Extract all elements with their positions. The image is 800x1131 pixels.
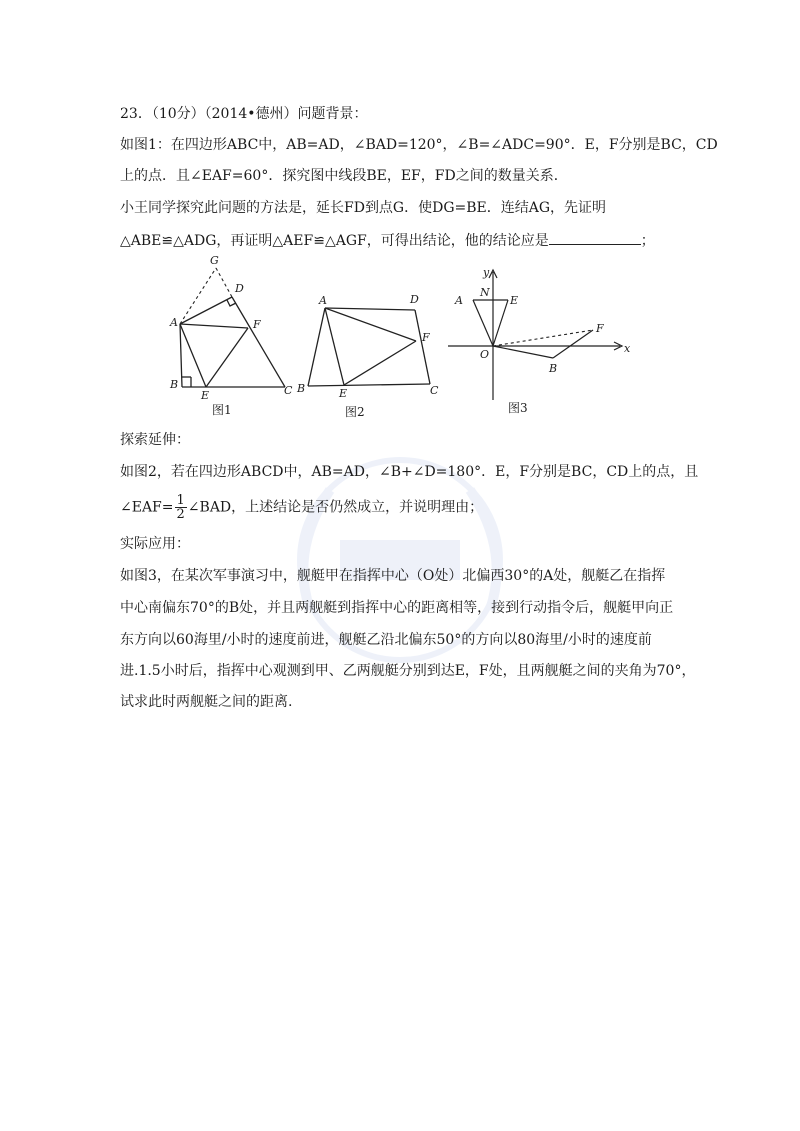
fig2-label-a: A <box>319 294 327 307</box>
fig3-label-n: N <box>480 286 490 299</box>
fig1-label-a: A <box>170 316 178 329</box>
fig1-edge-ef <box>206 328 248 387</box>
figure-2 <box>290 282 450 422</box>
fig1-dashed-gd <box>216 268 232 297</box>
fig1-dashed-ag <box>180 268 216 324</box>
fig3-label-y: y <box>483 266 490 279</box>
fig3-line-ob <box>493 346 553 358</box>
fig3-label-a: A <box>455 294 463 307</box>
fig1-edge-da <box>180 297 232 324</box>
background-line-1: 如图1：在四边形ABC中，AB=AD，∠BAD=120°，∠B=∠ADC=90°．E，F分别是BC，CD <box>120 137 718 153</box>
background-line-4-text: △ABE≌△ADG，再证明△AEF≌△AGF，可得出结论，他的结论应是 <box>120 233 549 249</box>
fig3-dashed-of <box>493 330 593 346</box>
fraction-denominator: 2 <box>176 507 185 522</box>
fig1-label-b: B <box>170 378 179 391</box>
fig3-label-x: x <box>624 342 631 355</box>
background-line-3: 小王同学探究此问题的方法是，延长FD到点G．使DG=BE．连结AG，先证明 <box>120 200 607 216</box>
fig3-label-b: B <box>549 362 558 375</box>
explore-line-2 <box>120 494 483 521</box>
fig3-label-e: E <box>510 294 519 307</box>
fig2-edge-ae <box>325 308 344 385</box>
fig2-caption: 图2 <box>345 405 365 419</box>
figure-1 <box>160 252 300 417</box>
fig1-label-d: D <box>235 282 244 295</box>
fig1-edge-ab <box>180 324 182 387</box>
apply-line-1: 如图3，在某次军事演习中，舰艇甲在指挥中心（O处）北偏西30°的A处，舰艇乙在指挥 <box>120 568 666 584</box>
figure-3 <box>440 262 640 422</box>
fig2-label-f: F <box>422 331 430 344</box>
fig2-edge-da <box>325 308 415 310</box>
fig3-caption: 图3 <box>508 401 528 415</box>
fig2-edge-bc <box>308 384 430 386</box>
fig1-label-g: G <box>210 254 219 267</box>
explore-line-1: 如图2，若在四边形ABCD中，AB=AD，∠B+∠D=180°．E，F分别是BC，CD上的点，且 <box>120 464 699 480</box>
apply-title: 实际应用： <box>120 536 190 552</box>
fig3-line-eo <box>493 300 508 346</box>
answer-blank[interactable] <box>549 230 641 245</box>
background-line-2: 上的点．且∠EAF=60°．探究图中线段BE，EF，FD之间的数量关系． <box>120 168 568 184</box>
fig2-edge-cd <box>415 310 430 384</box>
fraction-numerator: 1 <box>176 493 185 508</box>
explore-line-2-pre: ∠EAF= <box>120 499 174 516</box>
explore-line-2-post: ∠BAD，上述结论是否仍然成立，并说明理由； <box>187 499 484 516</box>
fig1-edge-cd <box>232 297 285 387</box>
apply-line-2: 中心南偏东70°的B处，并且两舰艇到指挥中心的距离相等，接到行动指令后，舰艇甲向正 <box>120 600 674 616</box>
fig1-caption: 图1 <box>212 403 232 417</box>
fig3-label-f: F <box>596 322 604 335</box>
fig3-line-oa <box>473 300 493 346</box>
apply-line-5: 试求此时两舰艇之间的距离. <box>120 694 293 710</box>
apply-line-3: 东方向以60海里/小时的速度前进，舰艇乙沿北偏东50°的方向以80海里/小时的速度前 <box>120 632 652 648</box>
fig2-edge-ef <box>344 341 416 385</box>
fraction-one-half <box>175 494 187 521</box>
fig2-label-d: D <box>410 293 419 306</box>
fig1-label-c: C <box>284 384 293 397</box>
explore-title: 探索延伸： <box>120 432 190 448</box>
fig1-edge-af <box>180 324 248 328</box>
fig2-label-e: E <box>339 387 348 400</box>
fig2-edge-ab <box>308 308 325 386</box>
problem-header: 23．（10分）（2014•德州）问题背景： <box>120 106 368 122</box>
fig1-label-f: F <box>253 318 261 331</box>
apply-line-4: 进.1.5小时后，指挥中心观测到甲、乙两舰艇分别到达E，F处，且两舰艇之间的夹角为70°， <box>120 663 696 679</box>
fig2-edge-af <box>325 308 416 341</box>
fig2-label-b: B <box>297 382 306 395</box>
fig2-label-c: C <box>430 384 439 397</box>
fig3-line-bf <box>553 330 593 358</box>
background-line-4 <box>120 230 655 251</box>
fig3-label-o: O <box>480 348 490 361</box>
background-line-4-end: ； <box>640 233 655 249</box>
fig1-label-e: E <box>201 389 210 402</box>
